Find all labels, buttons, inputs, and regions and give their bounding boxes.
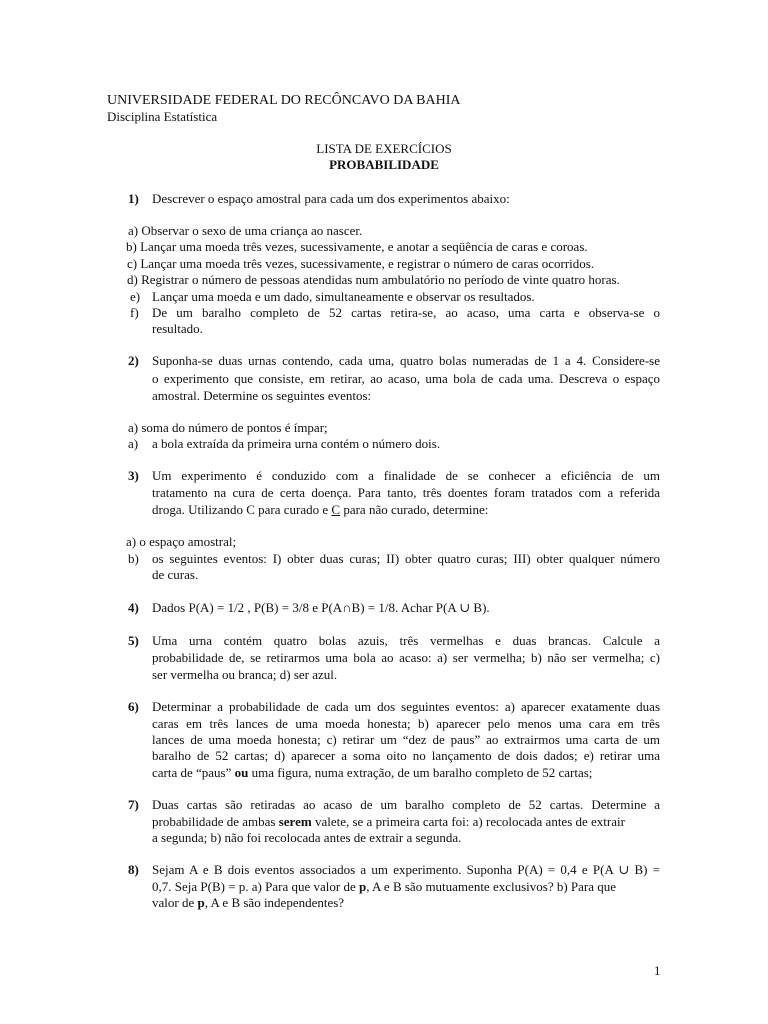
question-1-item-b: b) Lançar uma moeda três vezes, sucessivamente, e anotar a seqüência de caras e coroas. [126,239,588,254]
question-8-line2 [152,879,616,895]
question-3-line1: Um experimento é conduzido com a finalidade de se conhecer a eficiência de um [152,468,660,483]
question-5-line3: ser vermelha ou branca; d) ser azul. [152,667,338,682]
question-number-4: 4) [128,600,139,615]
question-3-line3 [152,502,488,518]
question-5-line1: Uma urna contém quatro bolas azuis, três vermelhas e duas brancas. Calcule a [152,633,660,648]
question-6-line1: Determinar a probabilidade de cada um dos seguintes eventos: a) aparecer exatamente duas [152,699,660,714]
question-7-line2-c: valete, se a primeira carta foi: a) recolocada antes de extrair [311,814,625,829]
question-7-line1: Duas cartas são retiradas ao acaso de um baralho completo de 52 cartas. Determine a [152,797,660,812]
question-1-item-c: c) Lançar uma moeda três vezes, sucessivamente, e registrar o número de caras ocorridos. [127,256,595,271]
question-2-line1: Suponha-se duas urnas contendo, cada uma, quatro bolas numeradas de 1 a 4. Considere-se [152,353,660,368]
question-7-line2 [152,814,660,830]
question-3-item-b-line1: os seguintes eventos: I) obter duas curas; II) obter quatro curas; III) obter qualquer número [152,551,660,566]
question-number-2: 2) [128,353,139,368]
question-1-text: Descrever o espaço amostral para cada um dos experimentos abaixo: [152,191,510,206]
institution-name: UNIVERSIDADE FEDERAL DO RECÔNCAVO DA BAHIA [107,93,461,108]
question-number-5: 5) [128,633,139,648]
question-8-line3 [152,895,344,911]
question-8-line3-c: , A e B são independentes? [204,895,345,910]
question-number-3: 3) [128,468,139,483]
question-8-line2-a: 0,7. Seja P(B) = p. a) Para que valor de [152,879,359,894]
question-8-p-variable: p [358,879,367,894]
question-7-line2-a: probabilidade de ambas [152,814,279,829]
question-3-not-cured-symbol: C [331,502,341,517]
question-3-line3-b: para não curado, determine: [340,502,489,517]
question-3-line3-a: droga. Utilizando C para curado e [152,502,332,517]
page-number: 1 [654,963,661,978]
question-6-or-emphasis: ou [234,765,249,780]
question-5-line2: probabilidade de, se retirarmos uma bola ao acaso: a) ser vermelha; b) não ser vermelha; c) [152,650,660,665]
question-8-line1: Sejam A e B dois eventos associados a um experimento. Suponha P(A) = 0,4 e P(A ∪ B) = [152,862,660,877]
question-8-line2-c: , A e B são mutuamente exclusivos? b) Para que [366,879,617,894]
question-1-item-f-label: f) [130,305,139,320]
topic-title: PROBABILIDADE [329,157,439,172]
question-6-line3: lances de uma moeda honesta; c) retirar um “dez de paus” ao extrairmos uma carta de um [152,732,660,747]
question-6-line4: baralho de 52 cartas; d) aparecer a soma oito no lançamento de dois dados; e) retirar uma [152,748,660,763]
question-3-line2: tratamento na cura de certa doença. Para tanto, três doentes foram tratados com a referida [152,485,660,500]
question-6-line5 [152,765,592,781]
question-1-item-a: a) Observar o sexo de uma criança ao nascer. [128,223,363,238]
question-7-line3: a segunda; b) não foi recolocada antes de extrair a segunda. [152,830,462,845]
question-number-6: 6) [128,699,139,714]
question-2-line2: o experimento que consiste, em retirar, ao acaso, uma bola de cada uma. Descreva o espaço [152,371,660,386]
question-number-1: 1) [128,191,139,206]
question-2-item-b: a bola extraída da primeira urna contém o número dois. [152,436,441,451]
question-4-text: Dados P(A) = 1/2 , P(B) = 3/8 e P(A∩B) = 1/8. Achar P(A ∪ B). [152,600,490,615]
question-2-item-b-label: a) [128,436,139,451]
question-number-7: 7) [128,797,139,812]
question-8-p-variable-2: p [197,895,205,910]
question-number-8: 8) [128,862,139,877]
question-6-line2: caras em três lances de uma moeda honesta; b) aparecer pelo menos uma cara em três [152,716,660,731]
list-title: LISTA DE EXERCÍCIOS [316,141,452,156]
question-2-line3: amostral. Determine os seguintes eventos: [152,388,372,403]
question-1-item-e-label: e) [130,289,141,304]
question-3-item-a: a) o espaço amostral; [126,534,237,549]
question-1-item-d: d) Registrar o número de pessoas atendidas num ambulatório no período de vinte quatro horas. [127,272,620,287]
question-1-item-e: Lançar uma moeda e um dado, simultaneamente e observar os resultados. [152,289,535,304]
question-6-line5-c: uma figura, numa extração, de um baralho completo de 52 cartas; [248,765,593,780]
question-2-item-a: a) soma do número de pontos é ímpar; [128,420,328,435]
question-3-item-b-label: b) [128,551,139,566]
question-7-serem-emphasis: serem [278,814,312,829]
question-6-line5-a: carta de “paus” [152,765,235,780]
question-1-item-f-line2: resultado. [152,321,203,336]
question-3-item-b-line2: de curas. [152,567,199,582]
question-1-item-f-line1: De um baralho completo de 52 cartas retira-se, ao acaso, uma carta e observa-se o [152,305,660,320]
question-8-line3-a: valor de [152,895,198,910]
discipline-name: Disciplina Estatística [107,109,218,124]
